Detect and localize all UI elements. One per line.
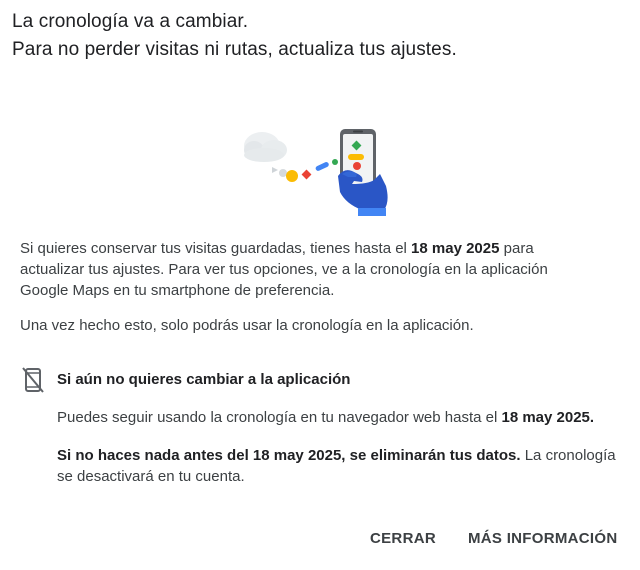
phone-yellow-pill — [348, 154, 364, 160]
phone-red-dot — [353, 162, 361, 170]
close-button[interactable]: CERRAR — [370, 524, 436, 554]
dialog-title-line-1: La cronología va a cambiar. — [12, 11, 249, 32]
notice-deletion-warning — [57, 445, 627, 487]
blue-pill — [315, 161, 330, 171]
phone-off-icon — [22, 367, 44, 393]
notice-browser-text — [57, 407, 627, 428]
more-info-button[interactable]: MÁS INFORMACIÓN — [468, 524, 618, 554]
arrow-dot — [272, 167, 278, 173]
intro-paragraph — [20, 238, 600, 301]
gray-dot — [279, 169, 287, 177]
notice-browser-text-start: Puedes seguir usando la cronología en tu navegador web hasta el — [57, 409, 502, 426]
deadline-date: 18 may 2025 — [411, 240, 500, 257]
deletion-warning-bold: Si no haces nada antes del 18 may 2025, se eliminarán tus datos. — [57, 447, 521, 464]
intro-text-start: Si quieres conservar tus visitas guardadas, tienes hasta el — [20, 240, 412, 257]
yellow-dot — [286, 170, 298, 182]
cloud-icon — [244, 132, 287, 162]
notice-deadline-date: 18 may 2025. — [501, 409, 595, 426]
app-only-paragraph: Una vez hecho esto, solo podrás usar la cronología en la aplicación. — [20, 317, 474, 334]
timeline-migration-illustration — [240, 124, 400, 216]
dialog-title-line-2: Para no perder visitas ni rutas, actualiza tus ajustes. — [12, 39, 457, 60]
intro-text-end: para actualizar tus ajustes. Para ver tus opciones, ve a la cronología en la aplicación Google Maps en tu smartphone de preferencia. — [20, 240, 548, 299]
red-diamond — [302, 170, 312, 180]
green-dot — [332, 159, 338, 165]
deletion-warning-rest: La cronología se desactivará en tu cuenta. — [57, 447, 616, 485]
notice-heading: Si aún no quieres cambiar a la aplicación — [57, 371, 351, 388]
